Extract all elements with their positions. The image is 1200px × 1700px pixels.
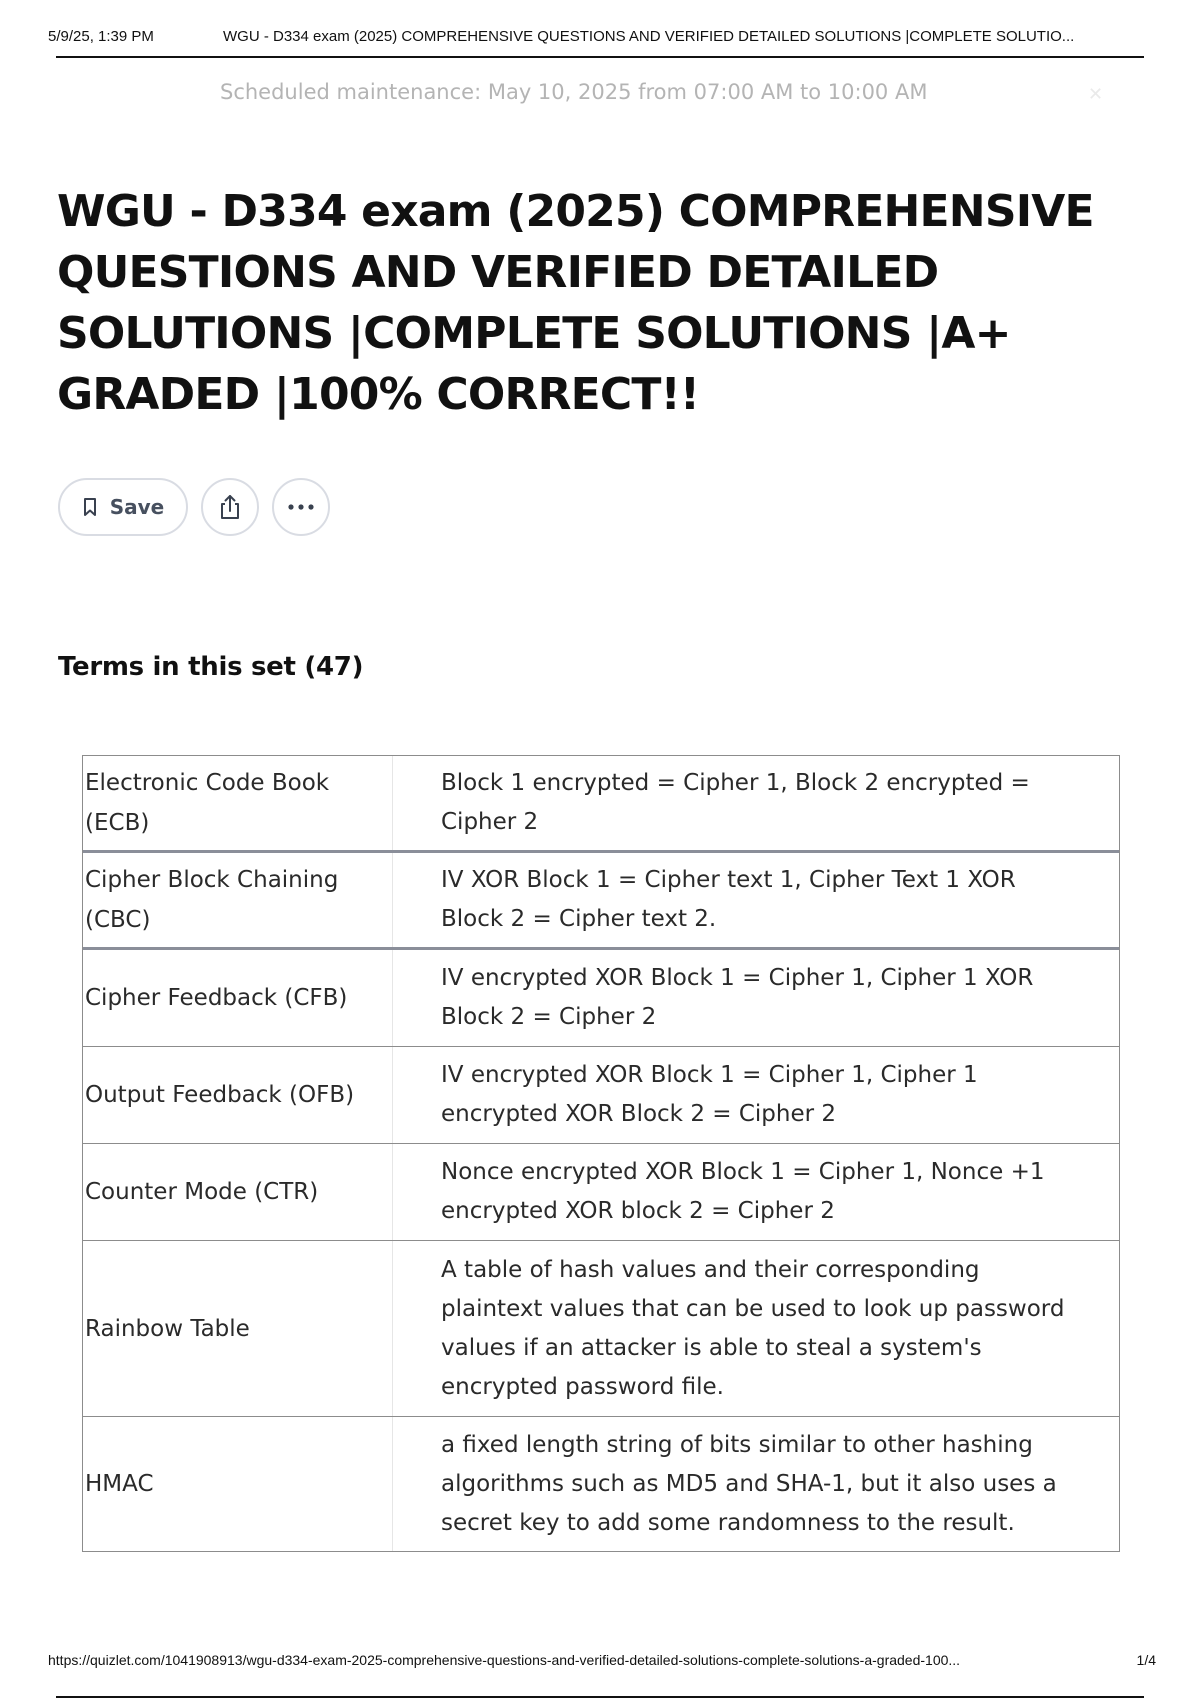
definition-text: A table of hash values and their corresponding plaintext values that can be used to look up password values if an attacker is able to steal a system's encrypted password file. [441,1256,1065,1400]
print-url: https://quizlet.com/1041908913/wgu-d334-exam-2025-comprehensive-questions-and-verified-detailed-solutions-complete-solutions-a-graded-100... [48,1652,961,1668]
action-bar [58,478,330,536]
term-row [83,950,1119,1047]
print-footer [48,1652,1156,1668]
more-icon [287,503,315,511]
page-title: WGU - D334 exam (2025) COMPREHENSIVE QUESTIONS AND VERIFIED DETAILED SOLUTIONS |COMPLETE SOLUTIONS |A+ GRADED |100% CORRECT!! [57,186,1094,420]
term-text: Counter Mode (CTR) [83,1144,393,1240]
definition-text: IV encrypted XOR Block 1 = Cipher 1, Cipher 1 encrypted XOR Block 2 = Cipher 2 [441,1062,978,1127]
save-button-label: Save [109,495,165,519]
definition-text: a fixed length string of bits similar to other hashing algorithms such as MD5 and SHA-1, but it also uses a secret key to add some randomness to the result. [441,1431,1057,1536]
print-header [48,28,1144,45]
term-text: Electronic Code Book (ECB) [83,756,393,850]
term-text: HMAC [83,1417,393,1551]
term-text: Cipher Feedback (CFB) [83,950,393,1046]
definition-text: IV encrypted XOR Block 1 = Cipher 1, Cipher 1 XOR Block 2 = Cipher 2 [441,965,1034,1030]
more-options-button[interactable] [272,478,330,536]
definition-text: Nonce encrypted XOR Block 1 = Cipher 1, Nonce +1 encrypted XOR block 2 = Cipher 2 [441,1159,1045,1224]
save-button[interactable] [58,478,188,536]
terms-heading: Terms in this set (47) [58,652,364,682]
bookmark-icon [82,497,98,517]
close-icon[interactable]: ✕ [1088,84,1104,105]
term-row [83,1241,1119,1417]
term-text: Rainbow Table [83,1241,393,1416]
term-text: Cipher Block Chaining (CBC) [83,853,393,947]
page-number: 1/4 [1136,1652,1156,1668]
term-text: Output Feedback (OFB) [83,1047,393,1143]
definition-text: IV XOR Block 1 = Cipher text 1, Cipher Text 1 XOR Block 2 = Cipher text 2. [441,867,1016,932]
term-row [83,1047,1119,1144]
print-datetime: 5/9/25, 1:39 PM [48,28,154,45]
term-row [83,1144,1119,1241]
header-divider [56,56,1144,58]
share-icon [217,493,243,521]
share-button[interactable] [201,478,259,536]
term-row [83,1417,1119,1551]
terms-table [82,755,1120,1552]
footer-divider [56,1696,1144,1698]
print-doc-title: WGU - D334 exam (2025) COMPREHENSIVE QUESTIONS AND VERIFIED DETAILED SOLUTIONS |COMPLETE SOLUTIO... [223,28,1075,45]
term-row [83,853,1119,950]
maintenance-banner-text: Scheduled maintenance: May 10, 2025 from 07:00 AM to 10:00 AM [220,80,928,104]
definition-text: Block 1 encrypted = Cipher 1, Block 2 encrypted = Cipher 2 [441,770,1030,835]
term-row [83,756,1119,853]
